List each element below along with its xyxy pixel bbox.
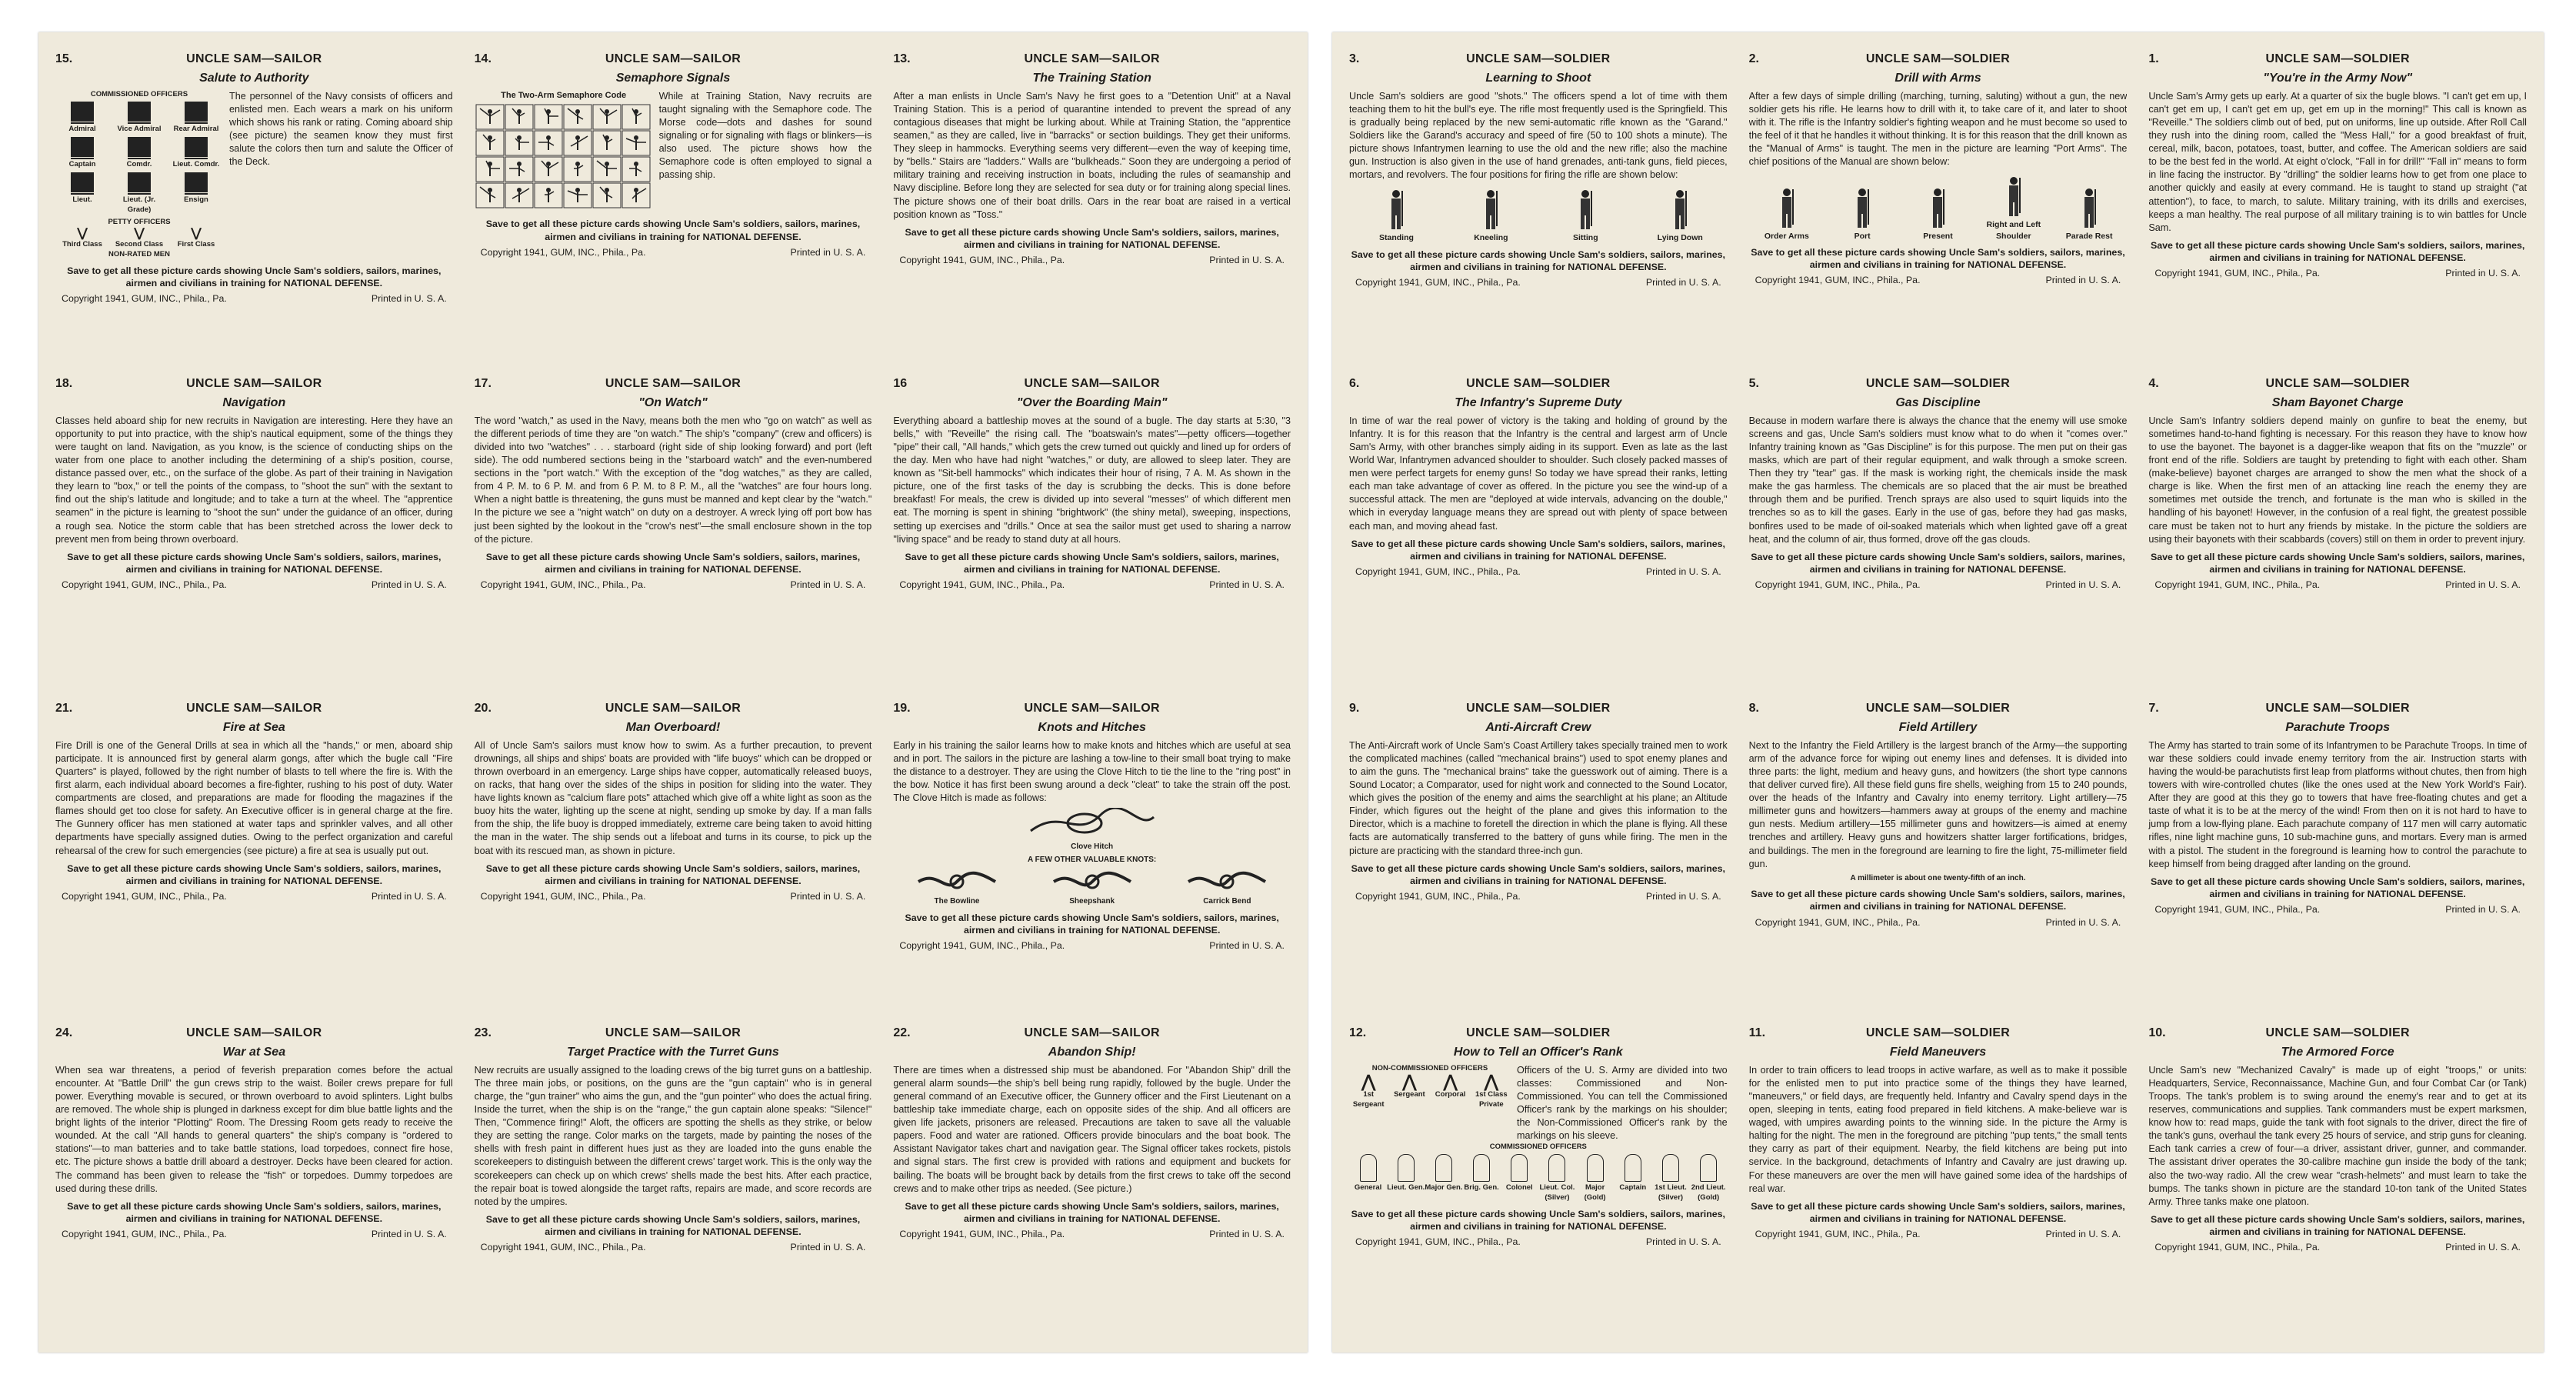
copyright-line: Copyright 1941, GUM, INC., Phila., Pa. (2154, 268, 2321, 279)
card-body: All of Uncle Sam's sailors must know how to swim. As a further precaution, to prevent drownings, all ships and ships' boats are provided with "life buoys" which can be dropped or thrown overboard in an emergency. Large ships have copper, automatically released buoys, on racks, that hang over the sides of the ships in position for sliding into the water. They have lights known as "calcium flare pots" attached which give off a white light as soon as the buoy hits the water, lighting up the scene at night, sending up smoke by day. If a man falls from the ship, the life buoy is dropped immediately, extreme care being taken to avoid hitting the man in the water. The ship sends out a lifeboat and turns in its course, to pick up the boat with its rescued man, as shown in picture. (474, 739, 872, 856)
card-title: The Training Station (1032, 71, 1151, 85)
soldier-figure-drawing (1375, 188, 1418, 229)
figure-label: Lieut. Comdr. (172, 160, 220, 169)
sleeve-stripes-icon (71, 102, 94, 125)
picture-card (55, 1025, 453, 1337)
figure-label: Third Class (62, 239, 102, 249)
card-body: Uncle Sam's Infantry soldiers depend mainly on gunfire to beat the enemy, but sometimes hand-to-hand fighting is necessary. For this reason they have to know how to use the bayonet. The bayonet is a dagger-like weapon that fits on the "muzzle" or front end of the rifle. Soldiers are taught by pretending to fight with each other. Sham (make-believe) bayonet charges are arranged to show the men what the shock of a charge is like. When the first men of an attacking line reach the enemy they are sometimes met outside the trench, and fortunate is the man who is skilled in the handling of his bayonet! However, in the confusion of a real fight, the greatest possible care must be taken not to hurt any friends by mistake. In the picture the soldiers are using their bayonets with their scabbards (covers) still on them in order to prevent injury. (2148, 415, 2527, 545)
sleeve-stripes-icon (128, 172, 151, 195)
save-notice: Save to get all these picture cards showing Uncle Sam's soldiers, sailors, marines, airmen and civilians in training for NATIONAL DEFENSE. (905, 912, 1279, 936)
card-title: Knots and Hitches (1038, 720, 1146, 734)
picture-card (2148, 1025, 2527, 1337)
card-series: UNCLE SAM—SOLDIER (1865, 377, 2011, 390)
card-title: "You're in the Army Now" (2263, 71, 2413, 85)
card-series: UNCLE SAM—SOLDIER (1466, 1026, 1611, 1039)
picture-card (55, 51, 453, 363)
figure-label: Major (Gold) (1584, 1183, 1606, 1203)
copyright-line: Copyright 1941, GUM, INC., Phila., Pa. (2154, 904, 2321, 915)
shoulder-strap-icon (1511, 1154, 1528, 1182)
picture-card (1749, 700, 2128, 1012)
card-body: The Anti-Aircraft work of Uncle Sam's Coast Artillery takes specially trained men to work the complicated machines (called "mechanical brains") used to spot enemy planes and to aim the guns. The "mechanical brains" take the guesswork out of aiming. There is a Sound Locator; a Comparator, used for night work and connected to the Sound Locator, which gives the position of the enemy and aims the searchlight at his plane; an Altitude Finder, which figures out the height of the plane and gives this information to the Director, which is a machine to foretell the direction in which the plane is flying. All these facts are automatically transferred to the battery of guns while firing. The men in the picture are practicing with the standard three-inch gun. (1349, 739, 1728, 856)
card-title: War at Sea (222, 1045, 286, 1059)
chevron-icon: ⋀ (1443, 1072, 1458, 1092)
copyright-line: Copyright 1941, GUM, INC., Phila., Pa. (480, 1242, 646, 1253)
sleeve-stripes-icon (185, 137, 208, 160)
figure-label: Carrick Bend (1203, 897, 1251, 906)
copyright-line: Copyright 1941, GUM, INC., Phila., Pa. (62, 579, 227, 590)
picture-card (475, 375, 872, 688)
figure-label: Corporal (1435, 1090, 1466, 1099)
card-title: Anti-Aircraft Crew (1485, 720, 1591, 734)
card-number: 17. (474, 377, 492, 390)
copyright-line: Copyright 1941, GUM, INC., Phila., Pa. (1355, 565, 1521, 577)
card-body: Officers of the U. S. Army are divided into two classes: Commissioned and Non-Commissioned. You can tell the Commissioned Officer's rank by the markings on his shoulder; the Non-Commissioned Officer's rank by the markings on his sleeve. (1517, 1064, 1728, 1142)
picture-card (1349, 375, 1728, 688)
card-number: 8. (1748, 702, 1759, 715)
card-series: UNCLE SAM—SOLDIER (2265, 1026, 2410, 1039)
sailor-card-grid (55, 51, 1291, 1337)
card-series: UNCLE SAM—SAILOR (605, 52, 741, 65)
card-series: UNCLE SAM—SAILOR (186, 702, 322, 715)
shoulder-strap-icon (1548, 1154, 1565, 1182)
card-series: UNCLE SAM—SOLDIER (1466, 52, 1611, 65)
card-body: The word "watch," as used in the Navy, means both the men who "go on watch" as well as the different periods of time they are "on watch." The ship's "company" (crew and officers) is divided into two "watches" . . . starboard (right side of ship looking forward) and port (left side). The odd numbered sections being in the "starboard watch" and the even-numbered sections in the "port watch." With the exception of the "dog watches," as they are called, from 4 P. M. to 6 P. M. and from 6 P. M. to 8 P. M., all the "watches" are four hours long. When a night battle is threatening, the guns must be manned and kept clear by the "watch." In the picture we see a "night watch" on duty on a destroyer. A wreck lying off port bow has just been sighted by the lookout in the "crow's nest"—the small enclosure shown in the top of the picture. (474, 415, 872, 545)
card-title: Abandon Ship! (1048, 1045, 1136, 1059)
printed-line: Printed in U. S. A. (371, 293, 447, 304)
card-number: 21. (55, 702, 73, 715)
card-number: 24. (55, 1026, 73, 1039)
card-title: Gas Discipline (1895, 395, 1981, 409)
printed-line: Printed in U. S. A. (790, 1242, 866, 1253)
figure-label: Comdr. (126, 160, 152, 169)
card-body: When sea war threatens, a period of feverish preparation comes before the actual encounter. At "Battle Drill" the gun crews strip to the waist. Boiler crews prepare for full power. Everything movable is secured, or thrown overboard to avoid splinters. Light bulbs are removed. The whole ship is plunged in darkness except for dim blue battle lights and the bright lights of the interior "Plotting" Room. The Dressing Room gets ready to receive the wounded. At the call "All hands to general quarters" the ship's company is "ordered to stations"—to man batteries and to take battle stations, load torpedoes, connect fire hose, etc. The picture shows a battle drill aboard a destroyer. Decks have been cleared for action. The command has been given to release the "fish" or torpedoes. Dummy torpedoes are used during these drills. (55, 1064, 453, 1194)
card-series: UNCLE SAM—SOLDIER (1865, 1026, 2011, 1039)
soldier-card-grid (1349, 51, 2527, 1337)
copyright-line: Copyright 1941, GUM, INC., Phila., Pa. (1755, 579, 1921, 590)
sleeve-stripes-icon (71, 137, 94, 160)
picture-card (475, 700, 872, 1012)
save-notice: Save to get all these picture cards showing Uncle Sam's soldiers, sailors, marines, airmen and civilians in training for NATIONAL DEFENSE. (1751, 1200, 2125, 1224)
copyright-line: Copyright 1941, GUM, INC., Phila., Pa. (899, 940, 1065, 952)
card-series: UNCLE SAM—SOLDIER (2265, 702, 2410, 715)
figure-label: Major Gen. (1425, 1183, 1463, 1193)
save-notice: Save to get all these picture cards showing Uncle Sam's soldiers, sailors, marines, airmen and civilians in training for NATIONAL DEFENSE. (67, 862, 442, 886)
card-series: UNCLE SAM—SAILOR (605, 1026, 741, 1039)
picture-card (55, 700, 453, 1012)
printed-line: Printed in U. S. A. (1209, 1229, 1285, 1239)
figure-label: Captain (68, 160, 96, 169)
sleeve-stripes-icon (185, 172, 208, 195)
picture-card (1749, 51, 2128, 363)
card-body: New recruits are usually assigned to the loading crews of the big turret guns on a battleship. The three main jobs, or positions, on the guns are the "gun captain" who is in general charge, the "gun trainer" who aims the gun, and the "gun pointer" who does the actual firing. Inside the turret, when the ship is on the "range," the gun captain alone speaks: "Silence!" Then, "Commence firing!" Aloft, the officers are spotting the shells as they strike, or below they are setting the range. Color marks on the targets, made by painting the noses of the shells with fresh paint in different hues just as they are loaded into the guns enable the scorekeepers to distinguish between the different crews' target work. This is the only way the scorekeepers can check up on which crews' shells made the best hits. After each practice, the repair boat is towed alongside the target rafts, repairs are made, and score records are noted by the umpires. (474, 1064, 872, 1207)
chevron-icon: ⋁ (77, 226, 88, 240)
right-sheet-soldier (1332, 32, 2544, 1353)
clove-hitch-drawing (1015, 808, 1169, 839)
figure-label: Right and Left Shoulder (1986, 220, 2041, 241)
card-series: UNCLE SAM—SOLDIER (1466, 702, 1611, 715)
printed-line: Printed in U. S. A. (1209, 255, 1285, 265)
save-notice: Save to get all these picture cards showing Uncle Sam's soldiers, sailors, marines, airmen and civilians in training for NATIONAL DEFENSE. (2150, 239, 2525, 263)
shoulder-strap-icon (1662, 1154, 1679, 1182)
card-number: 19. (893, 702, 911, 715)
card-body: There are times when a distressed ship must be abandoned. For "Abandon Ship" drill the general alarm sounds—the ship's bell being rung rapidly, followed by the bugle. Under the general command of an Executive officer, the Gunnery officer and the First Lieutenant on a battleship take immediate charge, each on opposite sides of the ship. And all officers are given life jackets, prisoners are released. Precautions are taken to save all the valuable papers. Food and water are rationed. Officers provide binoculars and the boat book. The Assistant Navigator takes chart and navigation gear. The Signal officer takes rockets, pistols and signal stars. The first crew is provided with rations and equipment and buckets for bailing. The boats will be brought back by details from the first crews to take off the second crews and to make other trips as needed. (See picture.) (893, 1064, 1291, 1194)
save-notice: Save to get all these picture cards showing Uncle Sam's soldiers, sailors, marines, airmen and civilians in training for NATIONAL DEFENSE. (905, 1200, 1279, 1224)
printed-line: Printed in U. S. A. (1645, 565, 1721, 577)
army-rank-figure (1349, 1064, 1511, 1111)
save-notice: Save to get all these picture cards showing Uncle Sam's soldiers, sailors, marines, airmen and civilians in training for NATIONAL DEFENSE. (1351, 1208, 1726, 1233)
left-sheet-sailor (38, 32, 1308, 1353)
figure-label: 2nd Lieut. (Gold) (1691, 1183, 1726, 1203)
figure-label: Standing (1379, 233, 1414, 243)
card-number: 3. (1349, 52, 1360, 65)
shoulder-strap-icon (1473, 1154, 1490, 1182)
soldier-figure-drawing (1992, 175, 2035, 216)
shoulder-strap-icon (1398, 1154, 1415, 1182)
knot-drawing (1050, 870, 1135, 893)
figure-label: Ensign (184, 195, 208, 205)
card-title: Field Maneuvers (1889, 1045, 1987, 1059)
figure-label: Colonel (1505, 1183, 1533, 1193)
rank-insignia-figure (55, 90, 223, 260)
card-body: Uncle Sam's new "Mechanized Cavalry" is made up of eight "troops," or units: Headquarters, Service, Reconnaissance, Machine Gun, and four Combat Car (or Tank) Troops. The tank's problem is to swing around the enemy's rear and to get at its reserves, communications and supplies. Tank commanders must be expert marksmen, know how to: read maps, guide the tank with foot signals to the driver, direct the fire of the tank's guns, overhaul the tank every 25 hours of service, and strip guns for cleaning. Each tank carries a crew of four—a driver, assistant driver, gunner, and commander. The assistant driver operates the 30-calibre machine gun inside the body of the tank; also the two-way radio. All the crew wear "crash-helmets" and must learn to take the bumps. The tanks shown in picture are the standard 10-ton tank of the United States Army. Three tanks make one platoon. (2148, 1064, 2527, 1207)
card-series: UNCLE SAM—SAILOR (186, 52, 322, 65)
save-notice: Save to get all these picture cards showing Uncle Sam's soldiers, sailors, marines, airmen and civilians in training for NATIONAL DEFENSE. (1751, 246, 2125, 270)
save-notice: Save to get all these picture cards showing Uncle Sam's soldiers, sailors, marines, airmen and civilians in training for NATIONAL DEFENSE. (485, 1213, 861, 1237)
card-body: Everything aboard a battleship moves at the sound of a bugle. The day starts at 5:30, "3 bells," with "Reveille" the rising call. The "boatswain's mates"—petty officers—together "pipe" their call, "All hands," which gets the crew turned out quickly and lined up for orders of the day. Men who have had night "watches," or duty, are allowed to sleep later. They are known as "Sit-bell hammocks" which indicates their hour of rising, 7 A. M. As shown in the picture, one of the first tasks of the day is scrubbing the decks. This is done before breakfast! For meals, the crew is divided up into several "messes" of which different men eat. The morning is spent in shining "brightwork" (the shiny metal), sweeping, inspections, setting up exercises and "drills." Once at sea the sailor must get used to sharing a narrow "living space" and be ready to stand duty at all hours. (893, 415, 1291, 545)
chevron-icon: ⋁ (134, 226, 145, 240)
card-series: UNCLE SAM—SOLDIER (2265, 52, 2410, 65)
save-notice: Save to get all these picture cards showing Uncle Sam's soldiers, sailors, marines, airmen and civilians in training for NATIONAL DEFENSE. (2150, 551, 2525, 575)
figure-label: PETTY OFFICERS (108, 218, 171, 227)
card-note: A millimeter is about one twenty-fifth of an inch. (1850, 873, 2026, 882)
card-title: Field Artillery (1898, 720, 1978, 734)
card-body: While at Training Station, Navy recruits are taught signaling with the Semaphore code. The Morse code—dots and dashes for sound signaling or for signaling with flags or blinkers—is also used. The picture shows how the Semaphore code is often employed to signal a passing ship. (658, 90, 872, 181)
save-notice: Save to get all these picture cards showing Uncle Sam's soldiers, sailors, marines, airmen and civilians in training for NATIONAL DEFENSE. (1751, 551, 2125, 575)
figure-label: Lieut. (72, 195, 92, 205)
save-notice: Save to get all these picture cards showing Uncle Sam's soldiers, sailors, marines, airmen and civilians in training for NATIONAL DEFENSE. (485, 218, 861, 242)
printed-line: Printed in U. S. A. (371, 579, 447, 590)
card-title: "On Watch" (638, 395, 708, 409)
save-notice: Save to get all these picture cards showing Uncle Sam's soldiers, sailors, marines, airmen and civilians in training for NATIONAL DEFENSE. (1751, 889, 2125, 912)
soldier-figure-drawing (2068, 186, 2111, 228)
firing-positions-figure (1349, 185, 1728, 243)
card-series: UNCLE SAM—SAILOR (1024, 702, 1160, 715)
card-number: 16 (893, 377, 908, 390)
card-body: Uncle Sam's Army gets up early. At a quarter of six the bugle blows. "I can't get em up, I can't get em up, I can't get em up, get em up in the morning!" This call is known as "Reveille." The soldiers climb out of bed, put on uniforms, line up outside. After Roll Call they rush into the dining room, called the "Mess Hall," for a good breakfast of fruit, cereal, milk, bacon, potatoes, toast, butter, and coffee. The American soldiers are said to be the best fed in the world. At eight o'clock, "Fall in for drill!" "Fall in" means to form in line facing the instructor. By "drilling" the soldier learns how to get from one place to another quickly and easily at every command. He is taught to stand up straight ("at attention"), to face, to march, to salute. Military training, with its drills and exercises, keeps a man healthy. The real purpose of all military training is to win battles for Uncle Sam. (2148, 90, 2527, 233)
save-notice: Save to get all these picture cards showing Uncle Sam's soldiers, sailors, marines, airmen and civilians in training for NATIONAL DEFENSE. (485, 551, 861, 575)
card-title: Navigation (222, 395, 286, 409)
card-number: 11. (1748, 1026, 1766, 1039)
copyright-line: Copyright 1941, GUM, INC., Phila., Pa. (1755, 916, 1921, 928)
card-title: Semaphore Signals (615, 71, 731, 85)
printed-line: Printed in U. S. A. (2045, 916, 2121, 928)
picture-card (475, 51, 872, 363)
printed-line: Printed in U. S. A. (2445, 904, 2521, 915)
figure-label: COMMISSIONED OFFICERS (1489, 1142, 1587, 1152)
soldier-figure-drawing (1765, 186, 1808, 228)
picture-card (893, 700, 1291, 1012)
printed-line: Printed in U. S. A. (1209, 579, 1285, 590)
figure-label: Brig. Gen. (1464, 1183, 1499, 1193)
printed-line: Printed in U. S. A. (2045, 1229, 2121, 1239)
copyright-line: Copyright 1941, GUM, INC., Phila., Pa. (1755, 275, 1921, 286)
save-notice: Save to get all these picture cards showing Uncle Sam's soldiers, sailors, marines, airmen and civilians in training for NATIONAL DEFENSE. (67, 265, 442, 289)
figure-label: Captain (1619, 1183, 1647, 1193)
card-number: 14. (474, 52, 492, 65)
card-title: The Armored Force (2281, 1045, 2394, 1059)
figure-label: 1st Sergeant (1352, 1090, 1385, 1109)
copyright-line: Copyright 1941, GUM, INC., Phila., Pa. (2154, 1242, 2321, 1253)
figure-label: First Class (177, 239, 215, 249)
figure-label: COMMISSIONED OFFICERS (90, 89, 188, 98)
soldier-figure-drawing (1658, 188, 1701, 229)
save-notice: Save to get all these picture cards showing Uncle Sam's soldiers, sailors, marines, airmen and civilians in training for NATIONAL DEFENSE. (1351, 249, 1726, 272)
save-notice: Save to get all these picture cards showing Uncle Sam's soldiers, sailors, marines, airmen and civilians in training for NATIONAL DEFENSE. (905, 226, 1279, 250)
card-title: The Infantry's Supreme Duty (1455, 395, 1622, 409)
printed-line: Printed in U. S. A. (1645, 276, 1721, 288)
figure-label: Lieut. Gen. (1387, 1183, 1425, 1193)
card-number: 2. (1748, 52, 1759, 65)
picture-card (1749, 375, 2128, 688)
card-number: 1. (2148, 52, 2159, 65)
printed-line: Printed in U. S. A. (1209, 940, 1285, 952)
card-title: Target Practice with the Turret Guns (567, 1045, 779, 1059)
copyright-line: Copyright 1941, GUM, INC., Phila., Pa. (899, 579, 1065, 590)
printed-line: Printed in U. S. A. (2445, 1242, 2521, 1253)
save-notice: Save to get all these picture cards showing Uncle Sam's soldiers, sailors, marines, airmen and civilians in training for NATIONAL DEFENSE. (67, 1200, 442, 1224)
card-series: UNCLE SAM—SAILOR (1024, 1026, 1160, 1039)
copyright-line: Copyright 1941, GUM, INC., Phila., Pa. (1355, 276, 1521, 288)
copyright-line: Copyright 1941, GUM, INC., Phila., Pa. (62, 1229, 227, 1239)
card-body: In time of war the real power of victory is the taking and holding of ground by the Infantry. It is for this reason that the Infantry is the central and largest arm of Uncle Sam's Army, with other branches simply aiding in its support. Even as late as the last World War, Infantrymen advanced shoulder to shoulder. Such closely packed masses of men were perfect targets for enemy guns! So today we have spread their ranks, letting each man take advantage of cover as offered. In the picture you see the wind-up of a successful attack. The men are "deployed at wide intervals, advancing on the double," which in everyday language means they are spread out with plenty of space between each man, and moving ahead fast. (1349, 415, 1728, 532)
save-notice: Save to get all these picture cards showing Uncle Sam's soldiers, sailors, marines, airmen and civilians in training for NATIONAL DEFENSE. (1351, 538, 1726, 562)
card-title: Learning to Shoot (1485, 71, 1591, 85)
printed-line: Printed in U. S. A. (1645, 1236, 1721, 1248)
picture-card (475, 1025, 872, 1337)
knot-drawing (1185, 870, 1269, 893)
card-body: The personnel of the Navy consists of officers and enlisted men. Each wears a mark on his uniform which shows his rank or rating. Coming aboard ship (see picture) the seamen know they must first salute the colors then turn and salute the Officer of the Deck. (229, 90, 453, 168)
save-notice: Save to get all these picture cards showing Uncle Sam's soldiers, sailors, marines, airmen and civilians in training for NATIONAL DEFENSE. (2150, 876, 2525, 899)
picture-card (2148, 51, 2527, 363)
copyright-line: Copyright 1941, GUM, INC., Phila., Pa. (480, 579, 646, 590)
card-body: Classes held aboard ship for new recruits in Navigation are interesting. Here they have an opportunity to put into practice, with the ship's nautical equipment, some of the things they were taught on land. Navigation, as you know, is the science of conducting ships on the water from one place to another including the determining of a ship's position, course, distance passed over, etc., on the surface of the globe. As part of their training in Navigation they learn to "box," or tell the points of the compass, to "shoot the sun" with the sextant to find out the ship's latitude and longitude; and to take a turn at the wheel. The "apprentice seamen" in the picture is learning to "shoot the sun" under the guidance of an officer, during a rough sea. Notice the storm cable that has been stretched across the lower deck to prevent men from being thrown overboard. (55, 415, 453, 545)
card-title: Drill with Arms (1895, 71, 1981, 85)
shoulder-strap-icon (1435, 1154, 1452, 1182)
card-number: 6. (1349, 377, 1360, 390)
manual-of-arms-figure (1749, 172, 2128, 242)
save-notice: Save to get all these picture cards showing Uncle Sam's soldiers, sailors, marines, airmen and civilians in training for NATIONAL DEFENSE. (905, 551, 1279, 575)
card-number: 18. (55, 377, 73, 390)
card-number: 12. (1349, 1026, 1367, 1039)
card-title: Fire at Sea (222, 720, 285, 734)
semaphore-code-chart (475, 104, 652, 210)
card-number: 5. (1748, 377, 1759, 390)
soldier-figure-drawing (1916, 186, 1959, 228)
copyright-line: Copyright 1941, GUM, INC., Phila., Pa. (1355, 1236, 1521, 1248)
printed-line: Printed in U. S. A. (371, 890, 447, 902)
chevron-icon: ⋀ (1402, 1072, 1417, 1092)
figure-label: Sheepshank (1069, 897, 1115, 906)
printed-line: Printed in U. S. A. (790, 579, 866, 590)
card-title: Sham Bayonet Charge (2271, 395, 2404, 409)
sleeve-stripes-icon (128, 137, 151, 160)
picture-card (1349, 51, 1728, 363)
figure-label: Second Class (115, 239, 164, 249)
printed-line: Printed in U. S. A. (371, 1229, 447, 1239)
card-series: UNCLE SAM—SOLDIER (1466, 377, 1611, 390)
shoulder-straps-figure (1349, 1142, 1728, 1203)
card-number: 9. (1349, 702, 1360, 715)
printed-line: Printed in U. S. A. (2045, 579, 2121, 590)
card-series: UNCLE SAM—SOLDIER (2265, 377, 2410, 390)
card-number: 7. (2148, 702, 2159, 715)
figure-label: Admiral (68, 125, 96, 134)
figure-label: Parade Rest (2065, 231, 2113, 241)
card-body: Because in modern warfare there is always the chance that the enemy will use smoke screens and gas, Uncle Sam's soldiers must know what to do when it "comes over." Infantry training known as "Gas Discipline" is for this purpose. The men put on their gas masks, which are part of their regular equipment, and walk through a smoke screen. Then they try "tear" gas. If the mask is working right, the chemicals inside the mask make the gas harmless. The chemicals are so placed that the air must be breathed through them and be purified. Trench sprays are also used to squirt liquids into the trenches so as to kill the gases. Early in the use of gas, before they had gas masks, bonfires used to be made of oil-soaked materials which when lighted gave off a great heat, and the column of air, thus formed, drove off the gas clouds. (1748, 415, 2128, 545)
picture-card (893, 51, 1291, 363)
save-notice: Save to get all these picture cards showing Uncle Sam's soldiers, sailors, marines, airmen and civilians in training for NATIONAL DEFENSE. (1351, 862, 1726, 886)
card-series: UNCLE SAM—SAILOR (1024, 52, 1160, 65)
knot-drawing (915, 870, 999, 893)
card-body: Fire Drill is one of the General Drills at sea in which all the "hands," or men, aboard ship participate. It is announced first by general alarm gongs, after which the bugle call "Fire Quarters" is played, followed by the right number of blasts to tell where the fire is. With the first alarm, each individual aboard becomes a fire-fighter, rushing to his post of duty. Water compartments are closed, and preparations are made for flooding the magazines if the flames should get too close for safety. An Executive officer is in general charge at the fire. The Gunnery officer has men stationed at water taps and sprinkler valves, and all other departments have specially assigned duties. Owing to the perfect organization and careful rehearsal of the crew for such emergencies (see picture) a fire at sea is usually put out. (55, 739, 453, 856)
card-title: Man Overboard! (625, 720, 721, 734)
copyright-line: Copyright 1941, GUM, INC., Phila., Pa. (62, 890, 227, 902)
card-title: Salute to Authority (199, 71, 309, 85)
figure-label: 1st Lieut. (Silver) (1655, 1183, 1687, 1203)
card-series: UNCLE SAM—SOLDIER (1865, 52, 2011, 65)
printed-line: Printed in U. S. A. (790, 246, 866, 258)
copyright-line: Copyright 1941, GUM, INC., Phila., Pa. (1755, 1229, 1921, 1239)
soldier-figure-drawing (1564, 188, 1607, 229)
figure-label: NON-COMMISSIONED OFFICERS (1371, 1063, 1488, 1072)
shoulder-strap-icon (1700, 1154, 1717, 1182)
copyright-line: Copyright 1941, GUM, INC., Phila., Pa. (480, 890, 646, 902)
figure-label: The Bowline (934, 897, 980, 906)
card-series: UNCLE SAM—SAILOR (1024, 377, 1160, 390)
card-body: After a man enlists in Uncle Sam's Navy he first goes to a "Detention Unit" at a Naval Training Station. This is a period of quarantine intended to prevent the spread of any contagious diseases that might be lurking about. While at Training Station, the "apprentice seamen," as they are called, live in "barracks" or section buildings. They get their uniforms. They sleep in hammocks. Everything seems very different—even the way of keeping time, by "bells." Stairs are "ladders." Walls are "bulkheads." Soon they are undergoing a period of military training and receiving instruction in boats, including the rules of seamanship and Navy discipline. Before long they are selected for sea duty or for training along special lines. The picture shows one of their boat drills. Oars in the rear boat are raised in a vertical position known as "Toss." (893, 90, 1291, 220)
semaphore-figure (475, 90, 653, 211)
card-title: How to Tell an Officer's Rank (1453, 1045, 1623, 1059)
chevron-icon: ⋁ (191, 226, 202, 240)
card-number: 15. (55, 52, 73, 65)
soldier-figure-drawing (1841, 186, 1884, 228)
card-title: "Over the Boarding Main" (1016, 395, 1168, 409)
card-number: 23. (474, 1026, 492, 1039)
figure-label: A FEW OTHER VALUABLE KNOTS: (1028, 855, 1157, 864)
figure-label: Rear Admiral (173, 125, 219, 134)
figure-label: Lieut. (Jr. Grade) (122, 195, 156, 215)
figure-label: Order Arms (1764, 231, 1809, 241)
card-number: 4. (2148, 377, 2159, 390)
shoulder-strap-icon (1360, 1154, 1377, 1182)
card-body: The Army has started to train some of its Infantrymen to be Parachute Troops. In time of war these soldiers could invade enemy territory from the air. Instruction starts with having the would-be parachutists first leap from platforms without chutes, then from high towers with wire-controlled chutes (like the ones used at the New York World's Fair). After they are good at this they go to towers that have free-floating chutes and get a taste of what it is to be at the mercy of the wind! From then on it is not hard to have to jump from a low-flying plane. Each parachute company of 117 men will carry automatic rifles, nine light machine guns, 10 sub-machine guns, and mortars. Every man is armed with a pistol. The student in the foreground is learning how to control the parachute to keep himself from being dragged after landing on the ground. (2148, 739, 2527, 869)
card-number: 20. (474, 702, 492, 715)
printed-line: Printed in U. S. A. (2045, 275, 2121, 286)
picture-card (55, 375, 453, 688)
copyright-line: Copyright 1941, GUM, INC., Phila., Pa. (480, 246, 646, 258)
copyright-line: Copyright 1941, GUM, INC., Phila., Pa. (899, 255, 1065, 265)
card-title: Parachute Troops (2285, 720, 2391, 734)
knots-figure (893, 808, 1291, 907)
picture-card (893, 1025, 1291, 1337)
picture-card (1349, 700, 1728, 1012)
figure-label: NON-RATED MEN (108, 249, 171, 259)
figure-label: Vice Admiral (117, 125, 162, 134)
copyright-line: Copyright 1941, GUM, INC., Phila., Pa. (2154, 579, 2321, 590)
card-body: After a few days of simple drilling (marching, turning, saluting) without a gun, the new soldier gets his rifle. He learns how to drill with it, to take care of it, and later to shoot with it. The rifle is the Infantry soldier's fighting weapon and he must become so used to the feel of it that he handles it without thinking. It is for this reason that the drill known as the "Manual of Arms" is taught. The men in the picture are learning "Port Arms". The chief positions of the Manual are shown below: (1748, 90, 2128, 168)
figure-label: Sergeant (1394, 1090, 1425, 1099)
chevron-icon: ⋀ (1484, 1072, 1498, 1092)
copyright-line: Copyright 1941, GUM, INC., Phila., Pa. (1355, 890, 1521, 902)
sleeve-stripes-icon (128, 102, 151, 125)
card-body: In order to train officers to lead troops in active warfare, as well as to make it possible for the enlisted men to put into practice some of the things they have learned, "maneuvers," or field days, are frequently held. Infantry and Cavalry spend days in the open, sleeping in tents, eating food prepared in field kitchens. A make-believe war is waged, with umpires awarding points to the winning side. In the picture the Army is halting for the night. The men in the foreground are pitching "pup tents," the small tents they carry as part of their equipment. Nearby, the field kitchens are being put into service. In the background, detachments of Infantry and Cavalry are just drawing up. For these maneuvers are over the men will have gained some idea of the hardships of real war. (1748, 1064, 2128, 1194)
save-notice: Save to get all these picture cards showing Uncle Sam's soldiers, sailors, marines, airmen and civilians in training for NATIONAL DEFENSE. (2150, 1213, 2525, 1237)
figure-label: Sitting (1572, 233, 1598, 243)
figure-label: Clove Hitch (1071, 842, 1114, 852)
figure-label: Kneeling (1474, 233, 1508, 243)
soldier-figure-drawing (1469, 188, 1512, 229)
card-number: 13. (893, 52, 911, 65)
chevron-icon: ⋀ (1361, 1072, 1376, 1092)
figure-label: Lieut. Col. (Silver) (1539, 1183, 1575, 1203)
picture-card (2148, 375, 2527, 688)
figure-label: Port (1854, 231, 1871, 241)
sleeve-stripes-icon (71, 172, 94, 195)
card-body: Next to the Infantry the Field Artillery is the largest branch of the Army—the supporting arm of the advance force for wiping out enemy lines and defenses. It is divided into three parts: the light, medium and heavy guns, and howitzers (the short type cannons that deliver curved fire). All these field guns fire shells, weighing from 15 to 240 pounds, over the heads of the Infantry and Cavalry into enemy territory. Light artillery—75 millimeter guns and howitzers—hammers away at groups of the enemy and machine gun nests. Medium artillery—155 millimeter guns and howitzers—is aimed at enemy trenches and artillery. Heavy guns and howitzers shatter larger fortifications, bridges, and buildings. The men in the foreground are learning to fire the light, 75-millimeter field gun. (1748, 739, 2128, 869)
card-number: 22. (893, 1026, 911, 1039)
picture-card (2148, 700, 2527, 1012)
figure-label: Present (1923, 231, 1953, 241)
figure-label: Lying Down (1657, 233, 1703, 243)
card-body: Uncle Sam's soldiers are good "shots." The officers spend a lot of time with them teaching them to hit the bull's eye. The rifle most frequently used is the Springfield. This is gradually being replaced by the new semi-automatic rifle known as the "Garand." Soldiers like the Garand's accuracy and speed of fire (50 to 100 shots a minute). The picture shows Infantrymen learning to use the old and the new rifle; also the machine gun. Instruction is also given in the use of hand grenades, anti-tank guns, field pieces, mortars, and revolvers. The four positions for firing the rifle are shown below: (1349, 90, 1728, 181)
card-number: 10. (2148, 1026, 2166, 1039)
picture-card (1749, 1025, 2128, 1337)
card-series: UNCLE SAM—SAILOR (605, 377, 741, 390)
card-series: UNCLE SAM—SAILOR (186, 377, 322, 390)
picture-card (893, 375, 1291, 688)
figure-label: General (1354, 1183, 1382, 1193)
copyright-line: Copyright 1941, GUM, INC., Phila., Pa. (899, 1229, 1065, 1239)
printed-line: Printed in U. S. A. (1645, 890, 1721, 902)
shoulder-strap-icon (1625, 1154, 1641, 1182)
card-series: UNCLE SAM—SOLDIER (1865, 702, 2011, 715)
shoulder-strap-icon (1587, 1154, 1604, 1182)
figure-label: The Two-Arm Semaphore Code (501, 90, 627, 100)
sleeve-stripes-icon (185, 102, 208, 125)
card-series: UNCLE SAM—SAILOR (186, 1026, 322, 1039)
printed-line: Printed in U. S. A. (2445, 268, 2521, 279)
card-body: Early in his training the sailor learns how to make knots and hitches which are useful at sea and in port. The sailors in the picture are lashing a tow-line to their small boat trying to make the distance to a destroyer. They are using the Clove Hitch to tie the line to the "ring post" in the bow. Notice it has first been swung around a deck "cleat" to take the strain off the post. The Clove Hitch is made as follows: (893, 739, 1291, 803)
card-series: UNCLE SAM—SAILOR (605, 702, 741, 715)
printed-line: Printed in U. S. A. (790, 890, 866, 902)
printed-line: Printed in U. S. A. (2445, 579, 2521, 590)
save-notice: Save to get all these picture cards showing Uncle Sam's soldiers, sailors, marines, airmen and civilians in training for NATIONAL DEFENSE. (485, 862, 861, 886)
copyright-line: Copyright 1941, GUM, INC., Phila., Pa. (62, 293, 227, 304)
save-notice: Save to get all these picture cards showing Uncle Sam's soldiers, sailors, marines, airmen and civilians in training for NATIONAL DEFENSE. (67, 551, 442, 575)
picture-card (1349, 1025, 1728, 1337)
figure-label: 1st Class Private (1475, 1090, 1508, 1109)
